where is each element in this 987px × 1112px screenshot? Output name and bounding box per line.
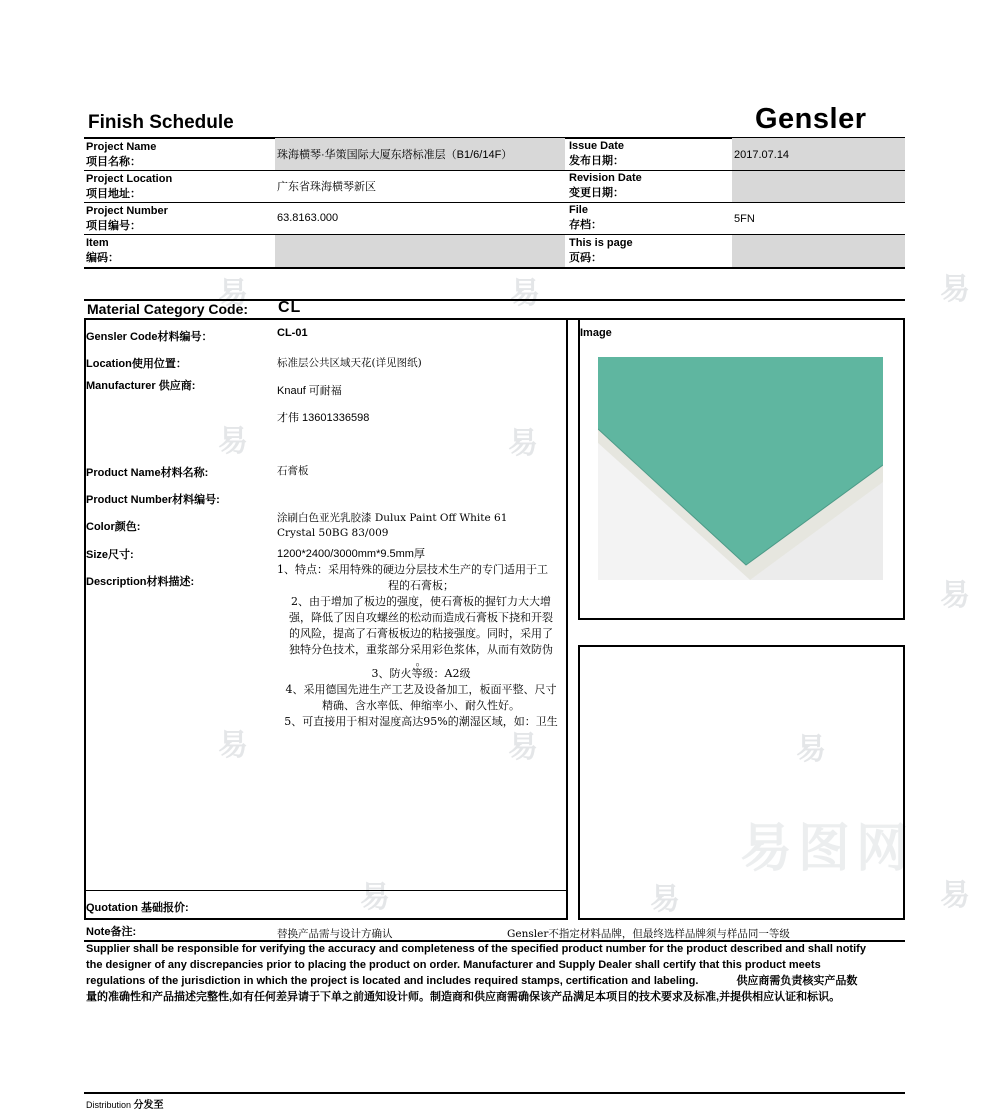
watermark-glyph: 易: [218, 277, 248, 310]
gensler-code-label: Gensler Code材料编号：: [86, 331, 213, 343]
watermark-glyph: 易: [218, 729, 248, 762]
description-label: Description材料描述:: [86, 576, 195, 588]
watermark-glyph: 易: [508, 731, 538, 764]
product-name-value: 石膏板: [277, 465, 309, 477]
size-label: Size尺寸:: [86, 549, 134, 561]
brand-logo: Gensler: [755, 103, 867, 135]
watermark-glyph: 易: [796, 733, 826, 766]
issue-date-value: 2017.07.14: [734, 149, 790, 161]
watermark-glyph: 易: [940, 579, 970, 612]
product-number-label: Product Number材料编号:: [86, 494, 220, 506]
item-label: Item 编码：: [86, 237, 119, 264]
note-right-value: Gensler不指定材料品牌，但最终选样品牌须与样品同一等级: [507, 928, 790, 940]
divider: [84, 890, 568, 891]
location-value: 标准层公共区域天花(详见图纸): [277, 357, 422, 369]
file-value: 5FN: [734, 213, 755, 225]
quotation-label: Quotation 基础报价:: [86, 902, 189, 914]
project-number-value: 63.8163.000: [277, 212, 339, 224]
color-label: Color颜色:: [86, 521, 141, 533]
image-label: Image: [580, 327, 612, 339]
watermark-glyph: 易: [510, 277, 540, 310]
watermark-glyph: 易: [650, 883, 680, 916]
note-left-value: 替换产品需与设计方确认: [277, 928, 393, 940]
manufacturer-value: Knauf 可耐福: [277, 385, 342, 397]
secondary-image-box: [578, 645, 905, 920]
watermark-large-text: 易图网: [740, 820, 915, 878]
material-category-label: Material Category Code:: [87, 301, 249, 317]
project-number-label: Project Number 项目编号：: [86, 205, 168, 232]
cell-background: [732, 235, 905, 267]
manufacturer-label: Manufacturer 供应商:: [86, 380, 196, 392]
note-label: Note备注:: [86, 926, 137, 938]
color-value: 涂刷白色亚光乳胶漆 Dulux Paint Off White 61 Crystal 50BG 83/009: [277, 512, 508, 539]
distribution-label: Distribution 分发至: [86, 1100, 164, 1111]
gensler-code-value: CL-01: [277, 327, 308, 339]
product-image: [598, 357, 883, 580]
cell-background: [732, 171, 905, 202]
location-label: Location使用位置：: [86, 358, 187, 370]
size-value: 1200*2400/3000mm*9.5mm厚: [277, 548, 425, 560]
cell-background: [275, 235, 565, 267]
watermark-glyph: 易: [940, 879, 970, 912]
divider: [84, 202, 905, 203]
file-label: File 存档：: [569, 204, 602, 231]
watermark-glyph: 易: [218, 425, 248, 458]
divider: [84, 267, 905, 269]
project-name-label: Project Name 项目名称：: [86, 141, 157, 168]
watermark-glyph: 易: [508, 427, 538, 460]
description-value: 1、特点：采用特殊的硬边分层技术生产的专门适用于工 程的石膏板； 2、由于增加了板边的强度，使石膏板的握钉力大大增 强，降低了因自攻螺丝的松动而造成石膏板下挠和开裂 的风险，提高了石膏板板边的粘接强度。同时，采用了 独特分色技术，重浆部分采用彩色浆体，从而有效防伪 。 3、防火等级：A2级 4、采用德国先进生产工艺及设备加工，板面平整、尺寸 精确、含水率低、伸缩率小、耐久性好。 5、可直接用于相对湿度高达95%的潮湿区域，如：卫生: [277, 563, 558, 728]
watermark-glyph: 易: [360, 881, 390, 914]
project-location-label: Project Location 项目地址：: [86, 173, 173, 200]
material-category-code: CL: [278, 299, 302, 316]
disclaimer: Supplier shall be responsible for verifying the accuracy and completeness of the specified product number for the product described and shall notify the designer of any discrepancies prior to placing the product on order. Manufacturer and Supply Dealer shall certify that this product meets regulations of the jurisdiction in which the project is located and includes required stamps, certification and labeling. 供应商需负责核实产品数 量的准确性和产品描述完整性,如有任何差异请于下单之前通知设计师。制造商和供应商需确保该产品满足本项目的技术要求及标准,并提供相应认证和标识。: [86, 943, 866, 1003]
watermark-glyph: 易: [940, 273, 970, 306]
revision-date-label: Revision Date 变更日期：: [569, 172, 642, 199]
gypsum-board-illustration: [598, 357, 883, 580]
manufacturer-contact: 才伟 13601336598: [277, 412, 370, 424]
project-location-value: 广东省珠海横琴新区: [277, 181, 376, 193]
page-title: Finish Schedule: [88, 112, 234, 133]
project-name-value: 珠海横琴·华策国际大厦东塔标准层（B1/6/14F）: [277, 149, 513, 161]
page-label: This is page 页码：: [569, 237, 633, 264]
issue-date-label: Issue Date 发布日期：: [569, 140, 625, 167]
product-name-label: Product Name材料名称:: [86, 467, 209, 479]
divider: [84, 1092, 905, 1094]
